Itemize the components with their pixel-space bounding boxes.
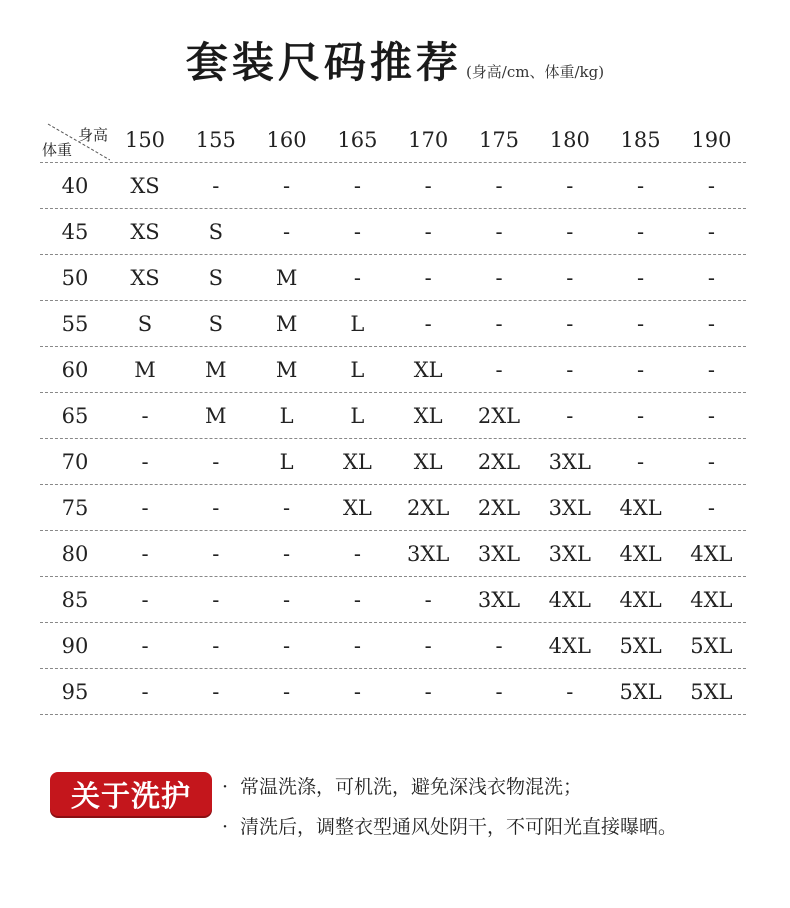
size-cell: - bbox=[566, 219, 574, 244]
size-cell: - bbox=[637, 265, 645, 290]
weight-cell: 40 bbox=[61, 173, 89, 198]
height-header-cell: 170 bbox=[408, 128, 449, 152]
height-header-cell: 165 bbox=[337, 128, 378, 152]
size-cell: 4XL bbox=[690, 541, 733, 566]
care-text-2: 清洗后，调整衣型通风处阴干，不可阳光直接曝晒。 bbox=[240, 816, 678, 838]
size-cell: M bbox=[275, 265, 298, 290]
size-cell: 5XL bbox=[690, 633, 733, 658]
size-cell: 2XL bbox=[477, 495, 521, 520]
size-cell: 4XL bbox=[619, 541, 662, 566]
height-header-cell: 155 bbox=[195, 128, 236, 152]
size-cell: - bbox=[707, 311, 715, 336]
size-cell: 5XL bbox=[690, 679, 733, 704]
size-cell: - bbox=[212, 587, 220, 612]
size-cell: S bbox=[208, 311, 223, 336]
bullet-icon: · bbox=[222, 816, 229, 838]
size-cell: - bbox=[353, 219, 361, 244]
size-cell: - bbox=[707, 173, 715, 198]
size-cell: - bbox=[283, 495, 291, 520]
size-cell: L bbox=[279, 449, 294, 474]
size-cell: 4XL bbox=[619, 495, 662, 520]
size-cell: - bbox=[141, 495, 149, 520]
size-cell: - bbox=[495, 633, 503, 658]
size-cell: - bbox=[495, 173, 503, 198]
size-cell: L bbox=[350, 311, 365, 336]
size-cell: 2XL bbox=[477, 449, 521, 474]
size-cell: - bbox=[707, 357, 715, 382]
size-cell: - bbox=[212, 173, 220, 198]
height-header-cell: 190 bbox=[691, 128, 732, 152]
size-cell: - bbox=[566, 403, 574, 428]
weight-cell: 85 bbox=[61, 587, 89, 612]
size-cell: - bbox=[495, 679, 503, 704]
size-cell: M bbox=[275, 311, 298, 336]
size-cell: - bbox=[707, 449, 715, 474]
size-cell: - bbox=[283, 633, 291, 658]
size-cell: 4XL bbox=[690, 587, 733, 612]
weight-cell: 75 bbox=[61, 495, 89, 520]
size-cell: XL bbox=[413, 449, 443, 474]
table-row bbox=[40, 439, 746, 485]
weight-cell: 50 bbox=[61, 265, 89, 290]
table-row bbox=[40, 623, 746, 669]
size-cell: - bbox=[566, 311, 574, 336]
size-cell: L bbox=[279, 403, 294, 428]
weight-cell: 95 bbox=[61, 679, 89, 704]
size-cell: M bbox=[205, 357, 227, 382]
table-row bbox=[40, 531, 746, 577]
weight-cell: 65 bbox=[61, 403, 89, 428]
table-row bbox=[40, 255, 746, 301]
table-row bbox=[40, 485, 746, 531]
weight-cell: 70 bbox=[61, 449, 89, 474]
size-cell: M bbox=[134, 357, 156, 382]
table-row bbox=[40, 301, 746, 347]
table-row bbox=[40, 577, 746, 623]
size-cell: - bbox=[707, 219, 715, 244]
size-cell: 2XL bbox=[407, 495, 450, 520]
corner-height-label: 身高 bbox=[77, 126, 108, 144]
size-cell: L bbox=[350, 357, 365, 382]
weight-cell: 45 bbox=[61, 219, 89, 244]
size-cell: - bbox=[141, 679, 149, 704]
size-cell: XL bbox=[413, 403, 443, 428]
size-cell: S bbox=[137, 311, 153, 336]
weight-cell: 55 bbox=[61, 311, 89, 336]
care-line-2 bbox=[222, 812, 677, 839]
weight-cell: 80 bbox=[61, 541, 89, 566]
size-cell: - bbox=[283, 173, 291, 198]
height-header-cell: 160 bbox=[266, 128, 307, 152]
title-block bbox=[0, 30, 790, 90]
size-cell: - bbox=[637, 403, 645, 428]
size-cell: - bbox=[141, 633, 149, 658]
size-cell: - bbox=[424, 265, 432, 290]
size-cell: 3XL bbox=[477, 587, 521, 612]
size-cell: - bbox=[707, 403, 715, 428]
size-cell: - bbox=[353, 173, 361, 198]
size-cell: 5XL bbox=[619, 633, 662, 658]
size-cell: 4XL bbox=[548, 587, 591, 612]
size-cell: - bbox=[212, 633, 220, 658]
size-cell: - bbox=[424, 633, 432, 658]
size-cell: 3XL bbox=[548, 449, 591, 474]
size-cell: XS bbox=[130, 173, 160, 198]
height-header-cell: 185 bbox=[620, 128, 661, 152]
care-text-1: 常温洗涤，可机洗，避免深浅衣物混洗； bbox=[240, 776, 583, 798]
size-cell: - bbox=[424, 587, 432, 612]
size-cell: - bbox=[424, 679, 432, 704]
size-cell: - bbox=[212, 495, 220, 520]
care-line-1 bbox=[222, 772, 582, 799]
size-cell: - bbox=[283, 679, 291, 704]
header-row bbox=[40, 118, 746, 163]
size-cell: 3XL bbox=[407, 541, 450, 566]
size-cell: M bbox=[205, 403, 227, 428]
size-cell: - bbox=[141, 587, 149, 612]
size-cell: - bbox=[283, 541, 291, 566]
size-cell: - bbox=[637, 357, 645, 382]
table-row bbox=[40, 347, 746, 393]
size-cell: - bbox=[424, 173, 432, 198]
table-row bbox=[40, 669, 746, 715]
size-cell: - bbox=[212, 541, 220, 566]
size-cell: 3XL bbox=[477, 541, 521, 566]
height-header-cell: 150 bbox=[124, 128, 166, 152]
size-cell: XL bbox=[342, 495, 372, 520]
corner-weight-label: 体重 bbox=[42, 141, 73, 159]
size-cell: - bbox=[353, 679, 361, 704]
size-cell: - bbox=[283, 587, 291, 612]
size-cell: - bbox=[424, 311, 432, 336]
size-cell: - bbox=[141, 541, 149, 566]
size-cell: L bbox=[350, 403, 365, 428]
weight-cell: 90 bbox=[61, 633, 89, 658]
size-cell: - bbox=[353, 587, 361, 612]
size-cell: S bbox=[208, 265, 223, 290]
size-cell: 2XL bbox=[477, 403, 521, 428]
size-cell: XS bbox=[130, 265, 160, 290]
size-cell: - bbox=[283, 219, 291, 244]
table-row bbox=[40, 163, 746, 209]
size-cell: - bbox=[566, 265, 574, 290]
bullet-icon: · bbox=[222, 776, 229, 798]
size-cell: - bbox=[495, 219, 503, 244]
size-cell: - bbox=[566, 679, 574, 704]
size-cell: - bbox=[353, 265, 361, 290]
table-row bbox=[40, 393, 746, 439]
size-cell: - bbox=[637, 311, 645, 336]
height-header-cell: 180 bbox=[549, 128, 590, 152]
size-cell: 3XL bbox=[548, 541, 591, 566]
size-cell: - bbox=[637, 173, 645, 198]
weight-cell: 60 bbox=[61, 357, 89, 382]
size-cell: XL bbox=[342, 449, 372, 474]
size-cell: 4XL bbox=[548, 633, 591, 658]
size-cell: - bbox=[707, 495, 715, 520]
size-cell: - bbox=[495, 265, 503, 290]
size-cell: XS bbox=[130, 219, 160, 244]
size-cell: 3XL bbox=[548, 495, 591, 520]
size-cell: XL bbox=[413, 357, 443, 382]
size-cell: 4XL bbox=[619, 587, 662, 612]
table-row bbox=[40, 209, 746, 255]
care-badge: 关于洗护 bbox=[50, 772, 212, 816]
size-cell: - bbox=[566, 173, 574, 198]
size-cell: 5XL bbox=[619, 679, 662, 704]
size-cell: - bbox=[424, 219, 432, 244]
size-cell: M bbox=[275, 357, 298, 382]
size-cell: - bbox=[637, 219, 645, 244]
page-title: 套装尺码推荐 bbox=[185, 38, 462, 87]
height-header-cell: 175 bbox=[478, 128, 520, 152]
size-table bbox=[40, 118, 746, 715]
size-cell: S bbox=[208, 219, 223, 244]
size-cell: - bbox=[353, 633, 361, 658]
size-cell: - bbox=[141, 449, 149, 474]
size-cell: - bbox=[212, 449, 220, 474]
size-cell: - bbox=[707, 265, 715, 290]
size-cell: - bbox=[141, 403, 149, 428]
size-cell: - bbox=[495, 357, 503, 382]
unit-note: (身高/cm、体重/kg) bbox=[465, 63, 605, 81]
size-cell: - bbox=[637, 449, 645, 474]
size-cell: - bbox=[495, 311, 503, 336]
corner-cell bbox=[40, 118, 110, 162]
size-cell: - bbox=[566, 357, 574, 382]
size-cell: - bbox=[212, 679, 220, 704]
size-cell: - bbox=[353, 541, 361, 566]
